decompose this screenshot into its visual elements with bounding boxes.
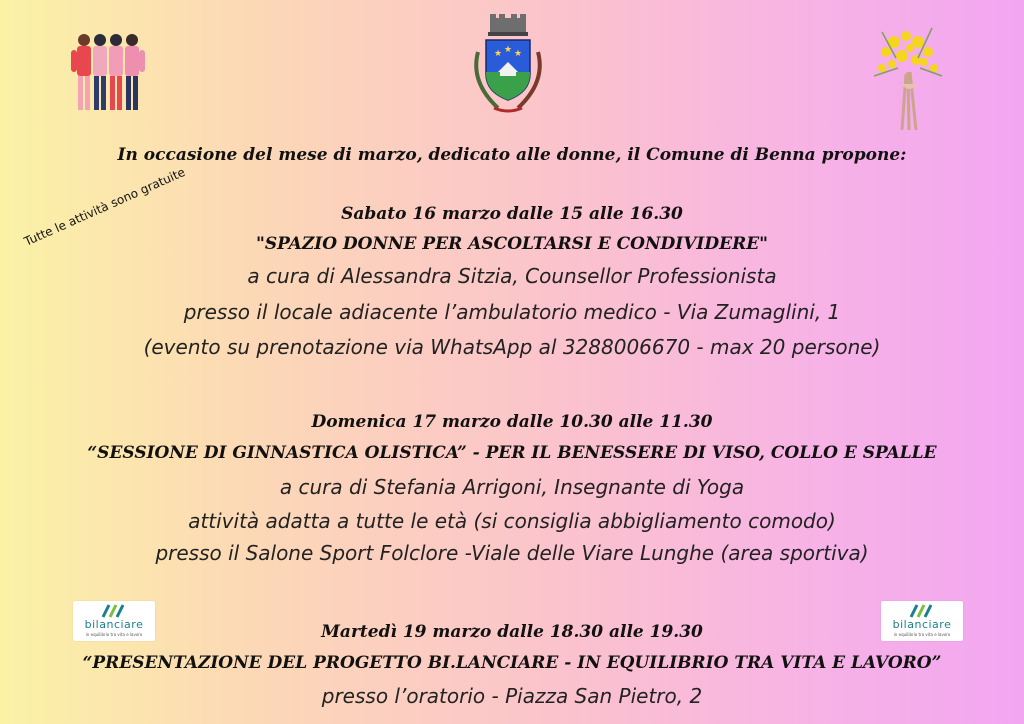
- event-3-line-1: presso l’oratorio - Piazza San Pietro, 2: [321, 684, 703, 708]
- bilanciare-word: bilanciare: [892, 618, 952, 631]
- event-2-line-2: attività adatta a tutte le età (si consiglia abbigliamento comodo): [188, 509, 836, 533]
- coat-of-arms-icon: [466, 12, 550, 120]
- bilanciare-logo-right: [881, 601, 963, 641]
- bilanciare-word: bilanciare: [84, 618, 144, 631]
- svg-text:★: ★: [494, 49, 503, 59]
- event-3-date: Martedì 19 marzo dalle 18.30 alle 19.30: [321, 622, 703, 642]
- event-2-line-3: presso il Salone Sport Folclore -Viale delle Viare Lunghe (area sportiva): [155, 541, 869, 565]
- event-3-title: “PRESENTAZIONE DEL PROGETTO BI.LANCIARE - IN EQUILIBRIO TRA VITA E LAVORO”: [82, 653, 942, 673]
- bilanciare-mark-icon: [101, 604, 127, 618]
- women-group-icon: [68, 30, 150, 114]
- event-1-line-3: (evento su prenotazione via WhatsApp al 3288006670 - max 20 persone): [143, 335, 881, 359]
- svg-text:★: ★: [514, 49, 523, 59]
- event-1-title: "SPAZIO DONNE PER ASCOLTARSI E CONDIVIDERE": [255, 234, 769, 254]
- bilanciare-mark-icon: [909, 604, 935, 618]
- event-2-date: Domenica 17 marzo dalle 10.30 alle 11.30: [311, 412, 713, 432]
- svg-text:★: ★: [504, 45, 513, 55]
- event-1-date: Sabato 16 marzo dalle 15 alle 16.30: [341, 204, 683, 224]
- mimosa-bouquet-icon: [862, 12, 952, 134]
- free-activities-note: Tutte le attività sono gratuite: [22, 164, 188, 249]
- event-1-line-1: a cura di Alessandra Sitzia, Counsellor Professionista: [247, 264, 777, 288]
- bilanciare-tagline: in equilibrio tra vita e lavoro: [85, 632, 143, 637]
- event-1-line-2: presso il locale adiacente l’ambulatorio medico - Via Zumaglini, 1: [183, 300, 841, 324]
- bilanciare-tagline: in equilibrio tra vita e lavoro: [893, 632, 951, 637]
- intro-text: In occasione del mese di marzo, dedicato alle donne, il Comune di Benna propone:: [117, 145, 907, 165]
- event-2-line-1: a cura di Stefania Arrigoni, Insegnante di Yoga: [279, 475, 745, 499]
- event-2-title: “SESSIONE DI GINNASTICA OLISTICA” - PER IL BENESSERE DI VISO, COLLO E SPALLE: [87, 443, 937, 463]
- bilanciare-logo-left: [73, 601, 155, 641]
